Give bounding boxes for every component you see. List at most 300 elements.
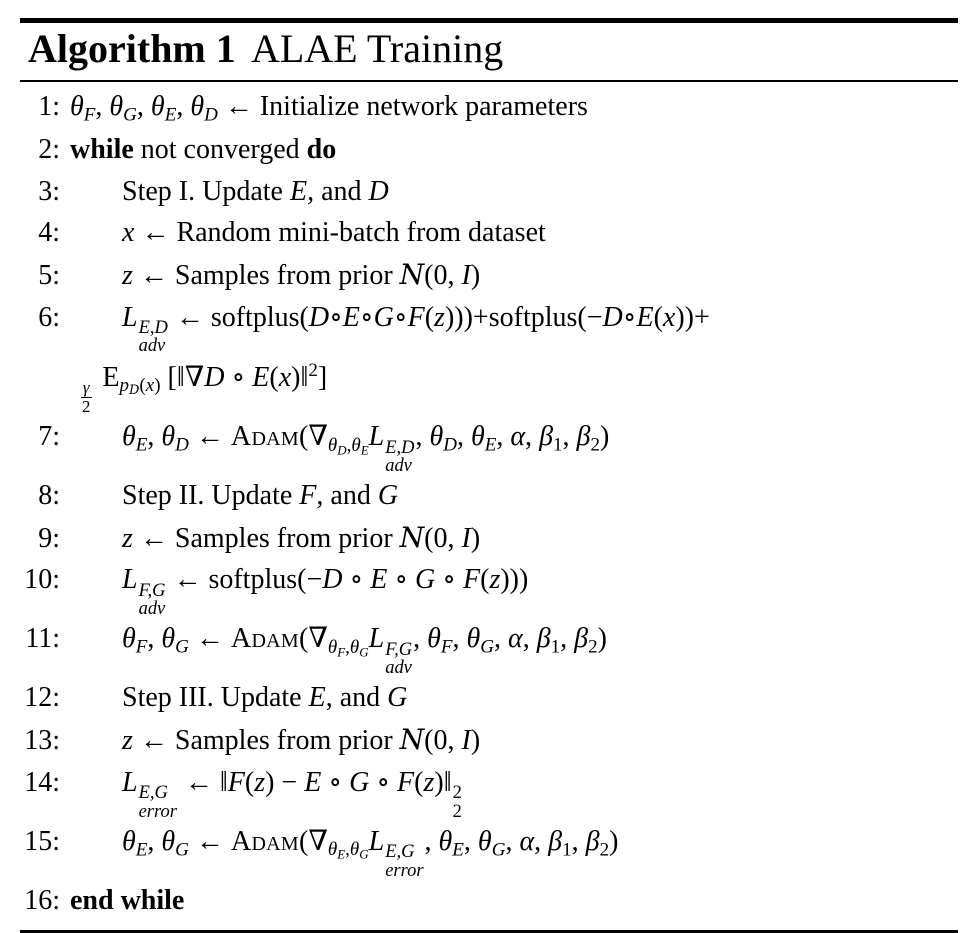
math-token: 2	[588, 636, 598, 658]
math-token: D	[308, 301, 330, 333]
math-subscript	[84, 104, 96, 125]
stack-sup	[385, 438, 414, 456]
math-token: adv	[138, 335, 166, 356]
math-token: E	[360, 442, 369, 458]
math-token: θ	[161, 421, 176, 453]
math-token: N	[399, 520, 425, 554]
math-token: ←	[188, 623, 231, 655]
math-token: 1	[553, 434, 563, 456]
math-token: θ	[161, 623, 176, 655]
math-token: , and	[316, 480, 378, 512]
math-token: D	[322, 564, 343, 596]
math-token: )‖	[434, 766, 452, 798]
math-token: θ	[438, 825, 453, 857]
math-token: z	[122, 259, 133, 291]
math-token: I	[461, 522, 471, 554]
math-token: G	[387, 682, 408, 714]
math-token: D	[204, 361, 225, 393]
math-token: (	[139, 374, 146, 396]
math-supsub-stack	[385, 842, 423, 878]
math-token: (0,	[424, 259, 462, 291]
line-number: 9:	[38, 522, 60, 554]
math-token: F	[227, 766, 245, 798]
math-token: ∘	[342, 564, 371, 596]
line-content	[122, 299, 710, 355]
math-subscript	[204, 104, 218, 125]
math-token: L	[368, 421, 385, 453]
math-supsub-stack	[139, 783, 177, 819]
math-token: 2	[599, 838, 610, 860]
math-token: z	[254, 766, 266, 798]
math-token: G	[349, 766, 370, 798]
math-token: θ	[327, 636, 338, 658]
math-token: ,	[560, 623, 575, 655]
math-token: ))+	[675, 301, 710, 333]
math-token: E	[337, 846, 346, 862]
math-subscript	[562, 839, 572, 860]
math-subscript	[600, 839, 610, 860]
stack-sub	[139, 599, 166, 617]
line-content	[122, 679, 407, 718]
math-subscript	[480, 637, 494, 658]
line-number: 12:	[24, 682, 60, 714]
math-token: ,	[345, 838, 350, 860]
math-token: ∘	[224, 361, 253, 393]
algorithm-line-8	[20, 476, 958, 518]
math-subscript	[175, 637, 189, 658]
math-token: D	[204, 103, 218, 125]
math-token: (∇	[299, 825, 328, 857]
math-token: ← ‖	[177, 766, 228, 798]
math-subscript	[361, 442, 369, 457]
math-token: E	[135, 434, 148, 456]
stack-sup	[139, 581, 166, 599]
math-token: θ	[466, 623, 481, 655]
math-token: Adam	[230, 421, 300, 453]
math-token: ,	[415, 421, 430, 453]
math-subscript	[119, 374, 161, 399]
math-token: E	[252, 361, 270, 393]
math-token: ]	[317, 361, 328, 393]
algorithm-line-14	[20, 762, 958, 821]
algorithm-line-15	[20, 821, 958, 880]
math-token: I	[461, 725, 471, 757]
algorithm-line-13	[20, 720, 958, 763]
math-token: F	[407, 301, 425, 333]
line-content	[70, 882, 184, 921]
math-subscript	[591, 435, 601, 456]
algorithm-line-continuation	[20, 356, 958, 417]
math-supsub-stack	[385, 640, 412, 676]
math-token: ← softplus(−	[166, 564, 323, 596]
math-token: E	[95, 361, 120, 393]
math-token: x	[278, 361, 292, 393]
algorithm-label: Algorithm 1	[28, 26, 236, 71]
stack-sup	[139, 783, 168, 801]
math-token: z	[434, 301, 445, 333]
stack-sup	[139, 318, 168, 336]
math-token: ,	[346, 434, 352, 456]
math-token: x	[662, 301, 676, 333]
stack-sub	[385, 658, 412, 676]
math-subscript	[175, 435, 189, 456]
math-subscript	[359, 644, 368, 659]
line-number: 5:	[38, 259, 60, 291]
math-token: ∘	[329, 301, 343, 333]
math-subscript	[165, 104, 177, 125]
math-token: ,	[456, 421, 471, 453]
line-content	[80, 358, 327, 416]
algorithm-line-10	[20, 560, 958, 619]
algorithm-line-1	[20, 86, 958, 130]
math-token: F,G	[138, 580, 166, 601]
math-token: D	[337, 442, 347, 458]
stack-sub	[453, 802, 462, 820]
math-token: ,	[95, 90, 110, 122]
math-token: θ	[477, 825, 492, 857]
line-content	[122, 561, 528, 617]
math-token: D	[175, 434, 189, 456]
math-token: θ	[122, 825, 136, 857]
math-subscript	[443, 435, 457, 456]
math-token: E	[452, 838, 464, 860]
math-token: 2	[82, 396, 91, 416]
math-token: θ	[70, 90, 84, 122]
math-supsub-stack	[385, 438, 414, 474]
math-token: ,	[136, 90, 151, 122]
line-number: 15:	[24, 825, 60, 857]
math-token: do	[306, 134, 337, 166]
math-token: F	[440, 636, 453, 658]
math-token: )‖	[291, 361, 309, 393]
math-token: θ	[150, 90, 165, 122]
math-token: 2	[590, 434, 601, 456]
math-token: N	[399, 723, 425, 757]
math-token: ,	[534, 825, 549, 857]
line-content	[122, 721, 480, 761]
math-token: Adam	[230, 623, 300, 655]
math-superscript	[308, 360, 318, 381]
math-subscript	[337, 847, 345, 862]
math-token: L	[122, 301, 138, 333]
math-token: ← Samples from prior	[132, 725, 400, 757]
math-token: (	[480, 564, 490, 596]
math-token: E	[289, 175, 308, 207]
math-token: N	[399, 257, 425, 291]
math-fraction	[80, 379, 92, 415]
math-token: 2	[308, 359, 318, 381]
math-token: G	[480, 636, 494, 658]
math-token: β	[585, 825, 600, 857]
line-number: 16:	[24, 884, 60, 916]
math-token: E	[370, 564, 388, 596]
math-token: ,	[452, 623, 467, 655]
math-token: (0,	[424, 725, 462, 757]
math-token: Step III. Update	[122, 682, 309, 714]
math-token: θ	[349, 838, 360, 860]
math-token: ∘	[393, 301, 408, 333]
math-token: ,	[413, 623, 428, 655]
math-token: θ	[349, 636, 360, 658]
math-token: Adam	[230, 825, 300, 857]
line-number: 4:	[38, 217, 60, 249]
math-token: )	[600, 421, 610, 453]
line-content	[122, 214, 546, 253]
math-token: θ	[327, 434, 338, 456]
line-content	[122, 620, 607, 676]
algorithm-line-4	[20, 213, 958, 255]
math-subscript	[328, 637, 369, 658]
math-subscript	[136, 839, 148, 860]
math-token: (	[653, 301, 663, 333]
line-content	[122, 764, 463, 820]
math-token: 2	[452, 800, 462, 821]
math-token: ,	[176, 90, 191, 122]
math-token: ∘	[387, 564, 416, 596]
math-subscript	[337, 644, 345, 659]
math-supsub-stack	[139, 318, 168, 354]
math-token: end while	[70, 884, 185, 916]
line-content	[122, 256, 480, 296]
math-token: ← Samples from prior	[132, 259, 400, 291]
math-token: F,G	[385, 639, 413, 660]
math-token: θ	[427, 623, 441, 655]
math-token: θ	[122, 421, 136, 453]
math-token: θ	[351, 434, 361, 456]
math-token: ∘	[622, 301, 637, 333]
math-token: G	[359, 846, 369, 862]
math-token: D	[129, 383, 140, 399]
math-token: )	[609, 825, 619, 857]
math-token: ) −	[265, 766, 305, 798]
math-token: ,	[147, 421, 162, 453]
algorithm-line-5	[20, 254, 958, 297]
math-token: E	[304, 766, 322, 798]
math-token: G	[359, 644, 369, 660]
math-token: ,	[345, 636, 350, 658]
math-token: x	[122, 217, 135, 249]
math-token: z	[489, 564, 501, 596]
math-token: ,	[424, 825, 439, 857]
math-token: ,	[505, 825, 520, 857]
algorithm-line-3	[20, 171, 958, 213]
math-token: G	[373, 301, 394, 333]
math-token: θ	[161, 825, 176, 857]
math-subscript	[551, 637, 561, 658]
math-supsub-stack	[139, 581, 166, 617]
algorithm-line-16	[20, 880, 958, 922]
math-token: E	[164, 103, 177, 125]
math-token: (	[269, 361, 279, 393]
line-number: 13:	[24, 725, 60, 757]
math-token: z	[122, 522, 133, 554]
line-number: 1:	[38, 90, 60, 122]
math-token: E	[308, 682, 326, 714]
math-token: ←	[188, 421, 231, 453]
math-token: ,	[493, 623, 508, 655]
math-token: α	[510, 421, 526, 453]
math-token: L	[368, 825, 385, 857]
math-token: 1	[562, 838, 572, 860]
math-subscript	[492, 839, 506, 860]
math-token: [‖∇	[160, 361, 205, 393]
algorithm-line-12	[20, 678, 958, 720]
algorithm-line-7	[20, 417, 958, 476]
stack-sub	[139, 336, 166, 354]
math-token: ,	[571, 825, 586, 857]
math-token: θ	[470, 421, 485, 453]
math-token: ∘	[435, 564, 464, 596]
algorithm-line-2	[20, 130, 958, 172]
algorithm-body	[20, 86, 958, 933]
fraction-denominator	[80, 398, 92, 416]
math-token: p	[119, 374, 130, 396]
math-token: )	[470, 725, 481, 757]
math-subscript	[553, 435, 563, 456]
math-token: D	[368, 175, 389, 207]
math-token: F	[83, 103, 96, 125]
math-subscript	[485, 435, 497, 456]
math-token: x	[145, 374, 155, 396]
math-token: ← Initialize network parameters	[217, 90, 588, 122]
algorithm-line-11	[20, 619, 958, 678]
math-token: E	[484, 434, 497, 456]
math-token: F	[397, 766, 415, 798]
math-token: θ	[429, 421, 444, 453]
math-token: α	[507, 623, 523, 655]
line-content	[122, 477, 398, 516]
fraction-numerator	[81, 379, 92, 398]
math-token: β	[576, 421, 591, 453]
math-token: E	[636, 301, 654, 333]
line-content	[70, 88, 588, 129]
stack-sub	[139, 802, 177, 820]
line-number: 14:	[24, 766, 60, 798]
math-token: adv	[138, 598, 166, 619]
math-token: , and	[307, 175, 369, 207]
math-token: ,	[525, 421, 540, 453]
math-token: 1	[550, 636, 561, 658]
math-token: G	[415, 564, 436, 596]
math-token: Step I. Update	[122, 175, 290, 207]
math-token: ← Samples from prior	[132, 522, 400, 554]
line-content	[122, 173, 389, 212]
math-subscript	[328, 839, 369, 860]
math-token: β	[539, 421, 554, 453]
line-number: 6:	[38, 301, 60, 333]
math-token: )	[470, 522, 481, 554]
math-subscript	[136, 637, 148, 658]
math-token: )	[597, 623, 607, 655]
math-token: β	[536, 623, 551, 655]
math-token: E	[342, 301, 360, 333]
math-token: E,D	[385, 437, 415, 458]
math-token: γ	[82, 378, 90, 398]
math-token: E,D	[138, 317, 168, 338]
math-token: θ	[327, 838, 338, 860]
math-subscript	[123, 104, 137, 125]
math-token: (	[424, 301, 435, 333]
math-token: ← softplus(	[168, 301, 309, 333]
math-token: θ	[122, 623, 136, 655]
line-number: 2:	[38, 134, 60, 166]
math-token: )))	[500, 564, 529, 596]
math-token: β	[548, 825, 563, 857]
math-token: z	[122, 725, 133, 757]
math-subscript	[136, 435, 148, 456]
math-supsub-stack	[453, 783, 462, 819]
line-content	[122, 519, 480, 559]
math-token: ,	[463, 825, 478, 857]
math-token: I	[461, 259, 471, 291]
math-token: ,	[522, 623, 537, 655]
line-content	[122, 418, 609, 474]
stack-sup	[385, 842, 414, 860]
math-token: error	[385, 859, 424, 880]
math-subscript	[175, 839, 189, 860]
math-token: ∘	[321, 766, 350, 798]
math-token: ←	[188, 825, 231, 857]
math-token: E,G	[385, 841, 415, 862]
math-token: not converged	[133, 134, 307, 166]
math-token: G	[175, 636, 189, 658]
algorithm-title: ALAE Training	[250, 26, 504, 71]
math-token: F	[337, 644, 346, 660]
math-token: β	[574, 623, 589, 655]
math-subscript	[129, 382, 139, 397]
math-token: )))+softplus(−	[444, 301, 603, 333]
math-token: G	[377, 480, 399, 512]
math-subscript	[452, 839, 464, 860]
math-subscript	[441, 637, 453, 658]
line-content	[122, 823, 618, 879]
algorithm-line-6	[20, 297, 958, 356]
math-token: G	[123, 103, 137, 125]
math-token: F	[135, 636, 148, 658]
math-token: L	[368, 623, 385, 655]
math-token: E,G	[138, 782, 168, 803]
math-subscript	[588, 637, 598, 658]
math-token: ,	[147, 623, 162, 655]
math-token: ∘	[359, 301, 374, 333]
math-token: (	[244, 766, 255, 798]
math-token: (∇	[299, 421, 328, 453]
line-number: 7:	[38, 421, 60, 453]
line-number: 11:	[25, 623, 60, 655]
math-token: (0,	[424, 522, 462, 554]
math-token: E	[135, 838, 148, 860]
math-token: G	[175, 838, 189, 860]
math-token: (∇	[299, 623, 328, 655]
stack-sub	[385, 456, 412, 474]
math-token: 2	[452, 782, 462, 803]
math-token: α	[519, 825, 535, 857]
algorithm-header	[20, 18, 958, 82]
line-number: 3:	[38, 175, 60, 207]
math-token: θ	[109, 90, 124, 122]
line-number: 10:	[24, 564, 60, 596]
line-content	[70, 131, 336, 170]
math-token: ,	[562, 421, 577, 453]
line-number: 8:	[38, 480, 60, 512]
math-token: F	[463, 564, 481, 596]
math-token: while	[70, 134, 134, 166]
math-token: ,	[496, 421, 511, 453]
stack-sup	[453, 783, 462, 801]
math-token: , and	[325, 682, 388, 714]
math-subscript	[337, 442, 346, 457]
math-token: )	[154, 374, 161, 396]
